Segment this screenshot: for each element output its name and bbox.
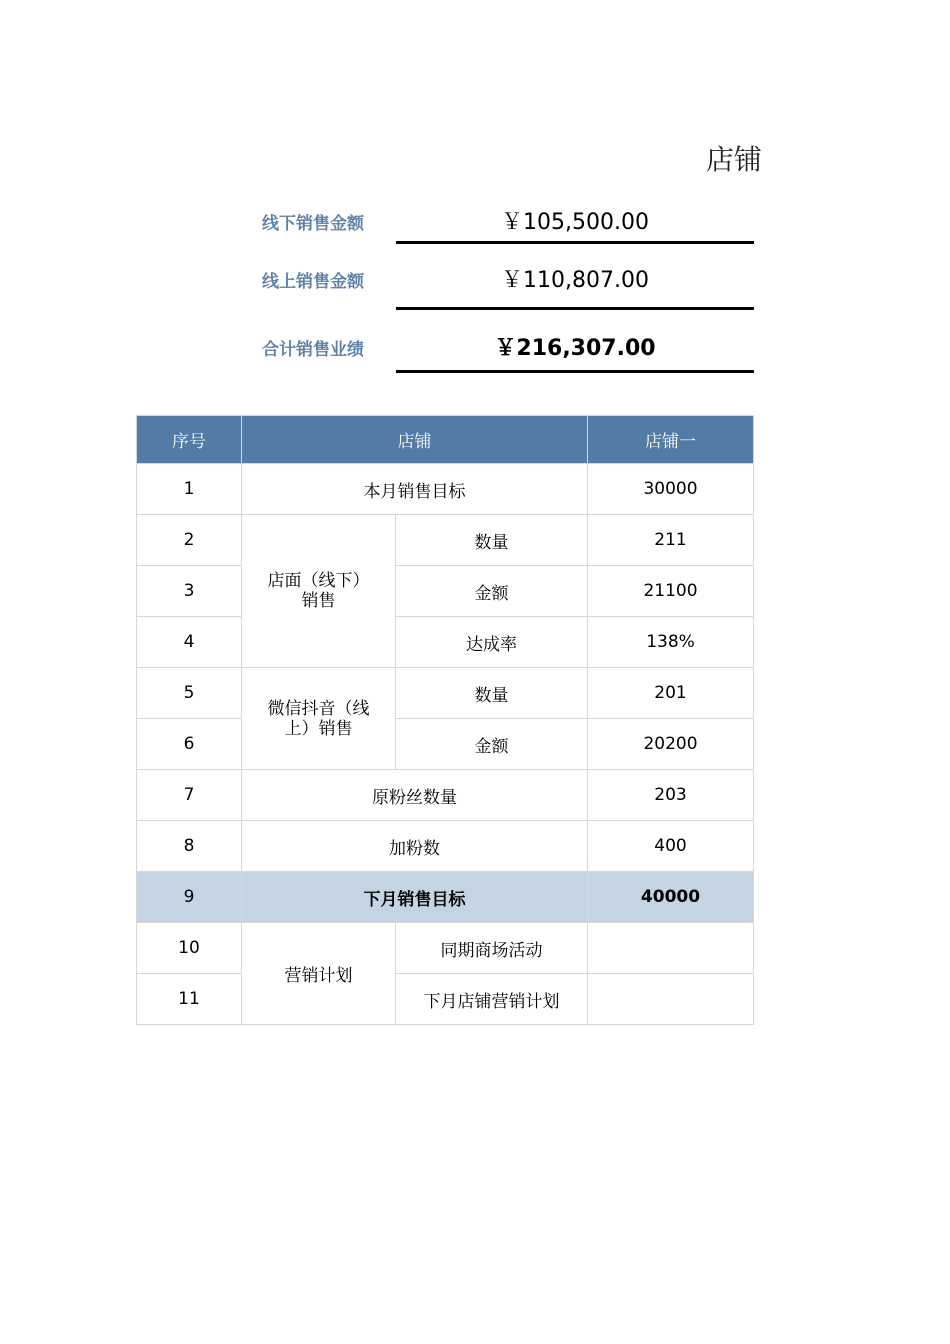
table-row — [137, 719, 754, 770]
table-header-row — [137, 416, 754, 464]
sales-table — [136, 415, 754, 1025]
group-offline-sales[interactable] — [242, 515, 396, 668]
row-sub-item[interactable]: 同期商场活动 — [396, 923, 588, 974]
row-sub-item[interactable]: 金额 — [396, 566, 588, 617]
row-value[interactable] — [588, 923, 754, 974]
row-index[interactable]: 4 — [137, 617, 242, 668]
row-value[interactable]: 211 — [588, 515, 754, 566]
offline-sales-value[interactable]: ￥105,500.00 — [501, 210, 649, 235]
group-marketing-plan[interactable]: 营销计划 — [242, 923, 396, 1025]
row-item[interactable]: 加粉数 — [242, 821, 588, 872]
group-online-sales-text: 微信抖音（线上）销售 — [267, 698, 370, 739]
row-index[interactable]: 7 — [137, 770, 242, 821]
group-online-sales[interactable] — [242, 668, 396, 770]
row-item[interactable]: 原粉丝数量 — [242, 770, 588, 821]
online-sales-underline — [396, 307, 754, 310]
table-row — [137, 566, 754, 617]
row-value[interactable]: 40000 — [588, 872, 754, 923]
header-store[interactable]: 店铺 — [242, 416, 588, 464]
row-value[interactable] — [588, 974, 754, 1025]
table-row — [137, 821, 754, 872]
table-row — [137, 515, 754, 566]
table-row — [137, 770, 754, 821]
online-sales-value[interactable]: ￥110,807.00 — [501, 268, 649, 293]
row-value[interactable]: 203 — [588, 770, 754, 821]
offline-sales-label: 线下销售金额 — [262, 214, 364, 234]
row-index[interactable]: 10 — [137, 923, 242, 974]
row-index[interactable]: 1 — [137, 464, 242, 515]
row-sub-item[interactable]: 达成率 — [396, 617, 588, 668]
table-row — [137, 464, 754, 515]
row-value[interactable]: 400 — [588, 821, 754, 872]
row-sub-item[interactable]: 下月店铺营销计划 — [396, 974, 588, 1025]
group-offline-sales-text: 店面（线下）销售 — [267, 571, 370, 611]
row-value[interactable]: 30000 — [588, 464, 754, 515]
table-row — [137, 668, 754, 719]
row-item[interactable]: 本月销售目标 — [242, 464, 588, 515]
row-value[interactable]: 20200 — [588, 719, 754, 770]
row-value[interactable]: 21100 — [588, 566, 754, 617]
row-sub-item[interactable]: 数量 — [396, 668, 588, 719]
table-row — [137, 974, 754, 1025]
row-index[interactable]: 11 — [137, 974, 242, 1025]
row-index[interactable]: 5 — [137, 668, 242, 719]
header-index[interactable]: 序号 — [137, 416, 242, 464]
row-index[interactable]: 6 — [137, 719, 242, 770]
row-item[interactable]: 下月销售目标 — [242, 872, 588, 923]
row-value[interactable]: 201 — [588, 668, 754, 719]
total-sales-underline — [396, 370, 754, 373]
online-sales-label: 线上销售金额 — [262, 272, 364, 292]
offline-sales-underline — [396, 241, 754, 244]
row-index[interactable]: 3 — [137, 566, 242, 617]
header-store-one[interactable]: 店铺一 — [588, 416, 754, 464]
row-sub-item[interactable]: 金额 — [396, 719, 588, 770]
row-value[interactable]: 138% — [588, 617, 754, 668]
total-sales-value[interactable]: ￥216,307.00 — [494, 336, 656, 361]
row-index[interactable]: 2 — [137, 515, 242, 566]
table-row-next-month-target — [137, 872, 754, 923]
page-title: 店铺 — [706, 143, 763, 176]
row-index[interactable]: 8 — [137, 821, 242, 872]
row-sub-item[interactable]: 数量 — [396, 515, 588, 566]
row-index[interactable]: 9 — [137, 872, 242, 923]
table-row — [137, 923, 754, 974]
total-sales-label: 合计销售业绩 — [262, 340, 364, 360]
table-row — [137, 617, 754, 668]
